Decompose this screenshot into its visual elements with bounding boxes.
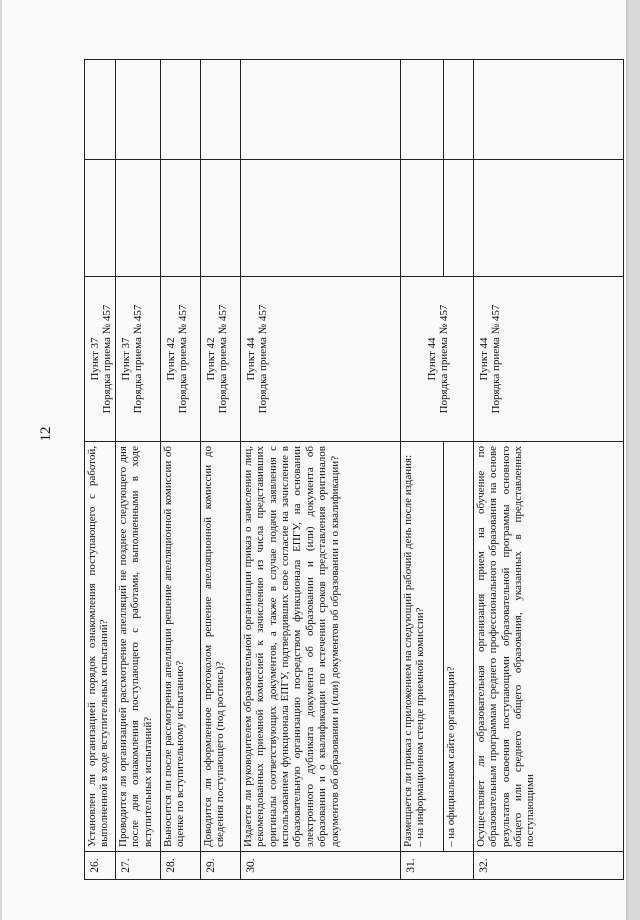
reference-point: Пункт 42 [164, 337, 177, 381]
reference-cell [85, 277, 116, 442]
row-number: 31. [400, 852, 473, 880]
empty-cell [473, 160, 623, 277]
empty-cell [160, 160, 200, 277]
question-cell: Выносится ли после рассмотрения апелляции решение апелляционной комиссии об оценке по вступительному испытанию? [160, 442, 200, 852]
question-cell: Установлен ли организацией порядок ознакомления поступающего с работой, выполненной в ходе вступительных испытаний? [85, 442, 116, 852]
table-row [240, 60, 400, 880]
reference-document: Порядка приема № 457 [132, 304, 145, 414]
reference-point: Пункт 42 [204, 337, 217, 381]
empty-cell [200, 60, 240, 160]
question-cell: Осуществляет ли образовательная организация прием на обучение по образовательным программам среднего профессионального образования на основе результатов освоения поступающими образовательной программы основного общего или среднего общего образования, указанных в представленных поступающими [473, 442, 623, 852]
reference-document: Порядка приема № 457 [217, 304, 230, 414]
document-page [2, 0, 626, 920]
row-number: 29. [200, 852, 240, 880]
empty-cell [160, 60, 200, 160]
empty-cell [240, 160, 400, 277]
reference-cell [115, 277, 160, 442]
question-intro: Размещается ли приказ с приложением на следующий рабочий день после издания: [401, 454, 414, 847]
reference-document: Порядка приема № 457 [490, 304, 503, 414]
table-row [115, 60, 160, 880]
reference-point: Пункт 37 [119, 337, 132, 381]
question-cell: Издается ли руководителем образовательной организации приказ о зачислении лиц, рекомендованных приемной комиссией к зачислению из числа представивших оригиналы соответствующих документов, а также в случае подачи заявления с использованием функционала ЕПГУ, подтвердивших свое согласие на зачисление в образовательную организацию посредством функционала ЕПГУ, на основании электронного дубликата документа об образовании и (или) документа об образовании и о квалификации по истечении сроков представления оригиналов документов об образовании и (или) документов об образовании и о квалификации? [240, 442, 400, 852]
empty-cell [400, 160, 443, 277]
empty-cell [240, 60, 400, 160]
reference-point: Пункт 44 [425, 337, 438, 381]
checklist-table-rotated [84, 60, 622, 880]
reference-cell [200, 277, 240, 442]
reference-point: Пункт 44 [244, 337, 257, 381]
row-number: 28. [160, 852, 200, 880]
question-cell: Доводится ли оформленное протоколом решение апелляционной комиссии до сведения поступающего (под роспись)? [200, 442, 240, 852]
table-row [473, 60, 623, 880]
table-row [443, 60, 473, 880]
reference-point: Пункт 37 [89, 337, 101, 381]
empty-cell [443, 60, 473, 160]
empty-cell [473, 60, 623, 160]
reference-document: Порядка приема № 457 [257, 304, 270, 414]
empty-cell [400, 60, 443, 160]
question-cell: Проводится ли организацией рассмотрение апелляций не позднее следующего дня после дня ознакомления поступающего с работами, выполненными в ходе вступительных испытаний? [115, 442, 160, 852]
question-item: – на официальном сайте организации? [444, 666, 457, 847]
empty-cell [115, 60, 160, 160]
table-row [200, 60, 240, 880]
reference-point: Пункт 44 [477, 337, 490, 381]
reference-document: Порядка приема № 457 [438, 304, 451, 414]
reference-cell [473, 277, 623, 442]
row-number: 30. [240, 852, 400, 880]
empty-cell [85, 160, 116, 277]
table-row [160, 60, 200, 880]
page-number: 12 [38, 426, 54, 442]
reference-document: Порядка приема № 457 [177, 304, 190, 414]
empty-cell [85, 60, 116, 160]
reference-cell [240, 277, 400, 442]
empty-cell [200, 160, 240, 277]
row-number: 27. [115, 852, 160, 880]
empty-cell [443, 160, 473, 277]
question-item: – на информационном стенде приемной комиссии? [414, 607, 427, 847]
row-number: 32. [473, 852, 623, 880]
row-number: 26. [85, 852, 116, 880]
table-row [85, 60, 116, 880]
reference-cell [400, 277, 473, 442]
reference-document: Порядка приема № 457 [101, 304, 114, 414]
table-row [400, 60, 443, 880]
question-cell [443, 442, 473, 852]
question-cell [400, 442, 443, 852]
empty-cell [115, 160, 160, 277]
reference-cell [160, 277, 200, 442]
checklist-table [84, 59, 624, 880]
